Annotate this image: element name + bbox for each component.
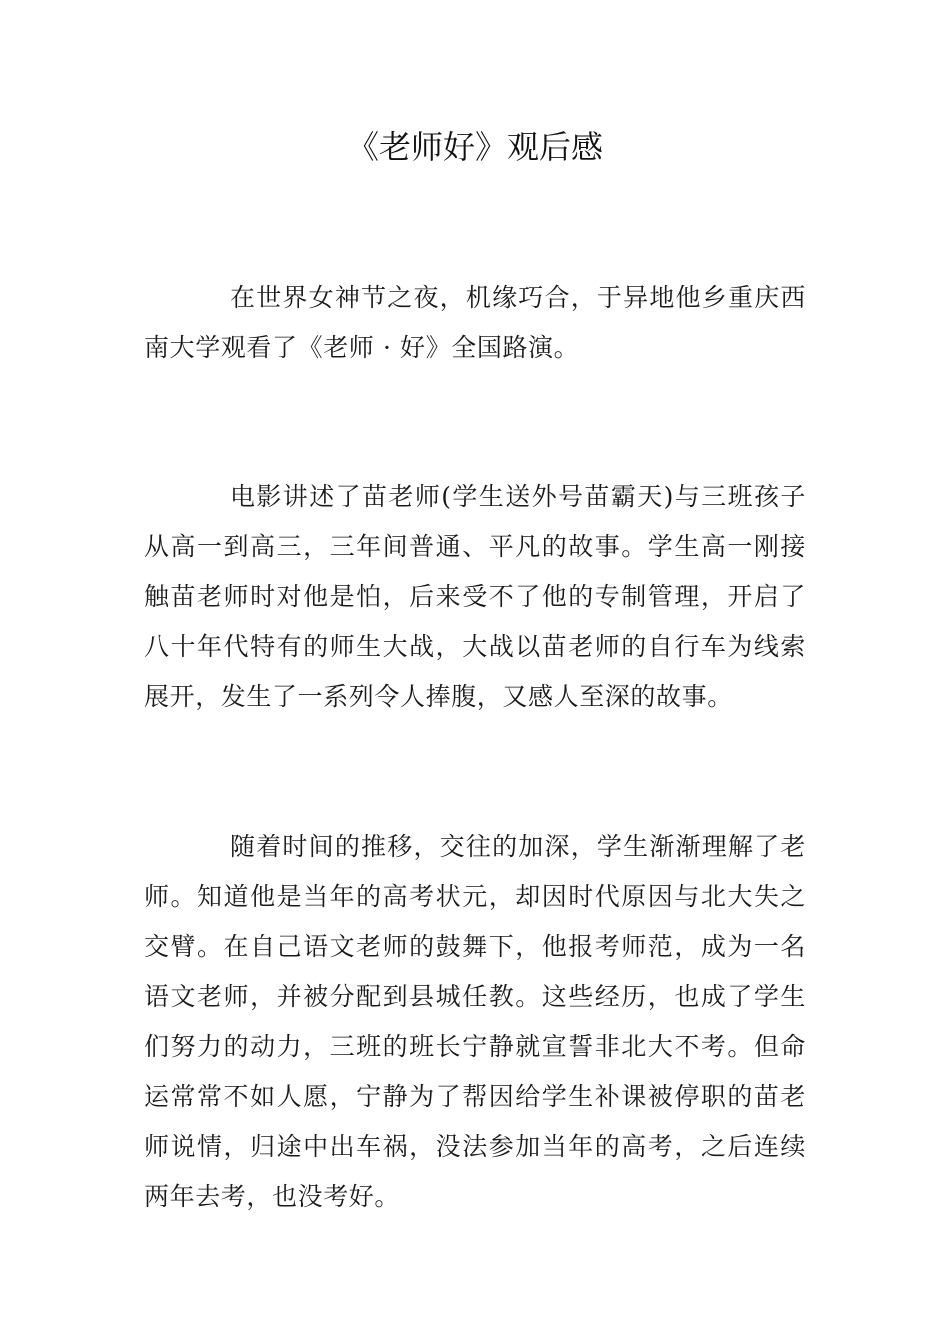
paragraph-1: 在世界女神节之夜，机缘巧合，于异地他乡重庆西南大学观看了《老师 · 好》全国路演。 [144, 283, 806, 362]
paragraph-3: 随着时间的推移，交往的加深，学生渐渐理解了老师。知道他是当年的高考状元，却因时代原因与北大失之交臂。在自己语文老师的鼓舞下，他报考师范，成为一名语文老师，并被分配到县城任教。这些经历，也成了学生们努力的动力，三班的班长宁静就宣誓非北大不考。但命运常常不如人愿，宁静为了帮因给学生补课被停职的苗老师说情，归途中出车祸，没法参加当年的高考，之后连续两年去考，也没考好。 [144, 832, 806, 1211]
paragraph-2: 电影讲述了苗老师(学生送外号苗霸天)与三班孩子从高一到高三，三年间普通、平凡的故事。学生高一刚接触苗老师时对他是怕，后来受不了他的专制管理，开启了八十年代特有的师生大战，大战以苗老师的自行车为线索展开，发生了一系列令人捧腹，又感人至深的故事。 [144, 482, 806, 711]
document-title: 《老师好》观后感 [346, 128, 603, 166]
